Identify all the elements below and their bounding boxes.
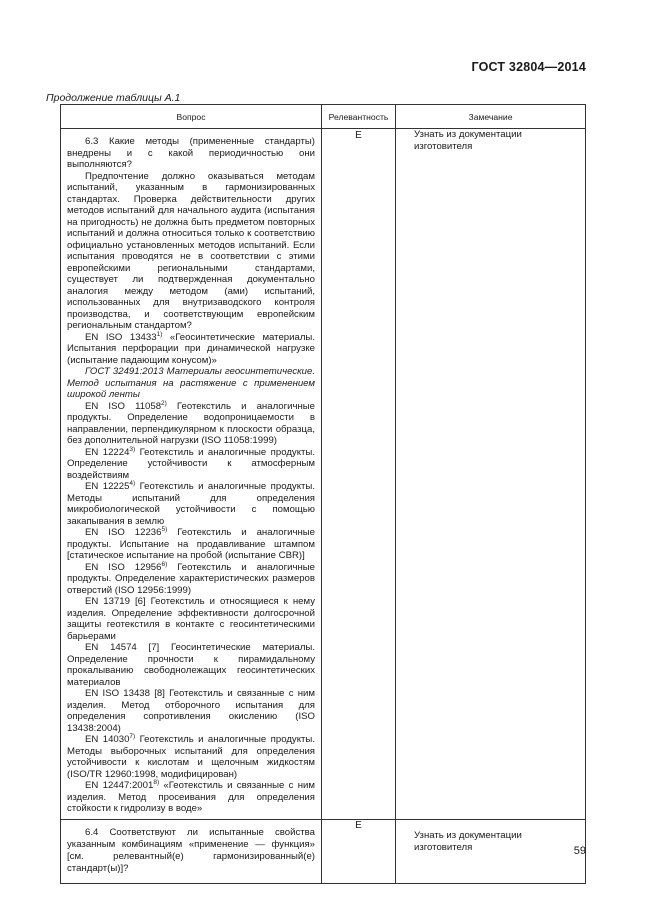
standard-title: Геотекстиль и аналогичные продукты. Определение устойчивости к атмосферным воздействиям xyxy=(67,446,315,481)
standard-code: EN 12447:2001 xyxy=(85,780,154,791)
footnote-marker: 4) xyxy=(129,479,136,487)
question-paragraph: Предпочтение должно оказываться методам испытаний, указанным в гармонизированных стандартах. Проверка действительности других методов испытаний для начального аудита (испытания на пригодность) не должна быть предметом повторных испытаний и должна относиться только к соответствию официально установленных методов испытаний. Если испытания проводятся не в соответствии с этими европейскими региональными стандартами, существует ли подтвержденная документально аналогия между методом (ами) испытаний, использованных для внутризаводского контроля производства, и соответствующим европейским региональным стандартом? xyxy=(67,170,315,331)
standard-code: EN 12224 xyxy=(85,446,130,458)
standard-code: EN 14030 xyxy=(85,734,130,745)
question-paragraph: EN 13719 [6] Геотекстиль и относящиеся к нему изделия. Определение эффективности долгосрочной защиты геотекстиля в контакте с геосинтетическими барьерами xyxy=(67,596,315,642)
question-paragraph: 6.3 Какие методы (примененные стандарты) внедрены и с какой периодичностью они выполняются? xyxy=(67,136,315,170)
question-paragraph: EN 14574 [7] Геосинтетические материалы. Определение прочности к пирамидальному прокалыванию свободнолежащих геосинтетических материалов xyxy=(67,642,315,688)
standard-title: Геотекстиль и аналогичные продукты. Методы испытаний для определения микробиологической устойчивости с помощью закапывания в землю xyxy=(67,481,315,527)
footnote-marker: 7) xyxy=(129,732,136,740)
question-paragraph xyxy=(67,332,315,367)
note-cell: Узнать из документации изготовителя xyxy=(396,129,586,820)
question-paragraph xyxy=(67,401,315,447)
question-paragraph xyxy=(67,447,315,482)
standard-code: EN ISO 13433 xyxy=(85,331,157,343)
document-standard-header: ГОСТ 32804—2014 xyxy=(471,60,586,74)
question-paragraph xyxy=(67,780,315,815)
footnote-marker: 2) xyxy=(161,399,167,407)
standard-code: EN ISO 11058 xyxy=(85,400,162,412)
question-paragraph xyxy=(67,481,315,527)
standard-title: Геотекстиль и аналогичные продукты. Испытание на продавливание штампом [статическое испытание на пробой (испытание CBR)] xyxy=(67,527,315,561)
table-header-row xyxy=(61,105,586,129)
standard-code: EN ISO 12236 xyxy=(85,527,162,538)
question-cell xyxy=(61,819,322,883)
table-caption: Продолжение таблицы А.1 xyxy=(46,92,181,104)
column-header-relevance: Релевантность xyxy=(322,105,396,129)
question-paragraph: 6.4 Соответствуют ли испытанные свойства указанным комбинациям «применение — функция» [см. релевантный(е) гармонизированный(е) стандарт(ы)]? xyxy=(67,826,315,874)
question-paragraph: EN ISO 13438 [8] Геотекстиль и связанные с ним изделия. Метод отборочного испытания для определения сопротивления окислению (ISO 13438:2004) xyxy=(67,688,315,734)
requirements-table xyxy=(60,104,586,884)
question-paragraph xyxy=(67,527,315,562)
footnote-marker: 5) xyxy=(161,525,168,533)
relevance-cell: E xyxy=(322,819,396,883)
standard-code: EN ISO 12956 xyxy=(85,561,162,573)
question-paragraph xyxy=(67,734,315,780)
standard-code: EN 12225 xyxy=(85,481,130,492)
question-paragraph: ГОСТ 32491:2013 Материалы геосинтетические. Метод испытания на растяжение с применением широкой ленты xyxy=(67,366,315,400)
standard-title: Геотекстиль и аналогичные продукты. Методы выборочных испытаний для определения устойчивости к кислотам и щелочным жидкостям (ISO/TR 12960:1998, модифицирован) xyxy=(67,734,315,780)
table-row xyxy=(61,819,586,883)
footnote-marker: 3) xyxy=(129,445,136,453)
question-paragraph xyxy=(67,562,315,597)
table-row xyxy=(61,129,586,820)
standard-title: Геотекстиль и аналогичные продукты. Определение характеристических размеров отверстий (ISO 12956:1999) xyxy=(67,561,315,596)
column-header-question: Вопрос xyxy=(61,105,322,129)
note-cell: Узнать из документации изготовителя xyxy=(396,819,586,883)
standard-title: Геотекстиль и аналогичные продукты. Определение водопроницаемости в направлении, перпендикулярном к плоскости образца, без дополнительной нагрузки (ISO 11058:1999) xyxy=(67,400,315,446)
relevance-cell: E xyxy=(322,129,396,820)
page-number: 59 xyxy=(573,845,586,857)
question-cell xyxy=(61,129,322,820)
standard-title: «Геотекстиль и связанные с ним изделия. Метод просеивания для определения стойкости к гидролизу в воде» xyxy=(67,780,315,814)
column-header-note: Замечание xyxy=(396,105,586,129)
footnote-marker: 8) xyxy=(153,778,160,786)
standard-title: «Геосинтетические материалы. Испытания перфорации при динамической нагрузке (испытание падающим конусом)» xyxy=(67,331,315,366)
footnote-marker: 6) xyxy=(161,560,168,568)
footnote-marker: 1) xyxy=(156,330,163,338)
